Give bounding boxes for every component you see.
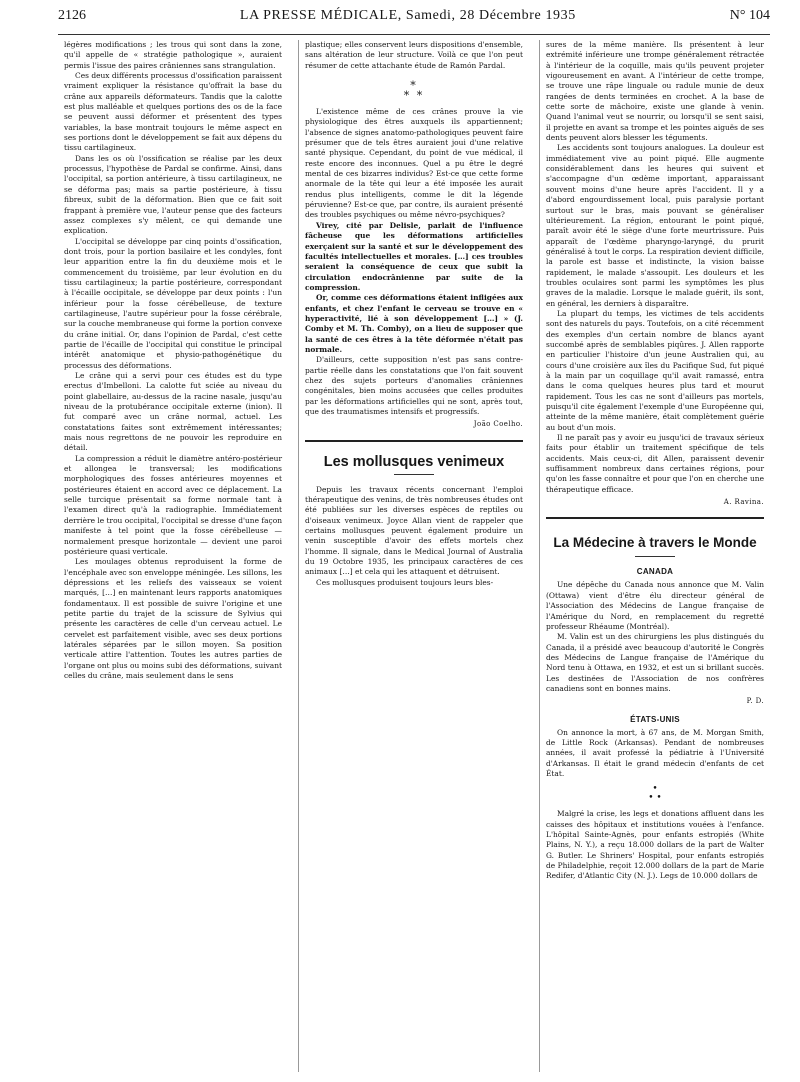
paragraph: Les accidents sont toujours analogues. La douleur est immédiatement vive au point piqué. Elle augmente considérablement dans les heures qui suivent et s'accompagne d'un œdème important, apparaissant souvent moins d'une heure après l'accident. Il y a d'abord engourdissement local, puis paralysie portant surtout sur le bras, mais pouvant se généraliser ultérieurement. La région, entourant le point piqué, paraît avoir été le siège d'une forte meurtrissure. Puis apparaît de l'œdème pharyngo-laryngé, du prurit généralisé à tout le corps. La respiration devient difficile, la parole est basse et indistincte, la vision baisse rapidement, le malade s'assoupit. Les douleurs et les troubles oculaires sont parmi les symptômes les plus graves de la maladie. Lorsque le malade guérit, ils sont, en général, les derniers à disparaître. bbox=[546, 143, 764, 308]
paragraph: Il ne paraît pas y avoir eu jusqu'ici de travaux sérieux faits pour établir un traitement spécifique de tels accidents. Mais ceux-ci, dit Allen, paraissent devenir suffisamment nombreux dans certaines régions, pour qu'on les fasse connaître et pour que l'on en cherche une thérapeutique efficace. bbox=[546, 433, 764, 494]
paragraph: L'existence même de ces crânes prouve la vie physiologique des êtres auxquels ils appartiennent; l'absence de signes anatomo-pathologiques peuvent faire présumer que de tels êtres auraient joui d'une relative santé physique. Cependant, du point de vue médical, il reste encore des inconnues. Quel a pu être le degré mental de ces bizarres individus? Est-ce que cette forme anormale de la tête qui leur a été imposée les aurait rendus plus intelligents, comme le dit la légende péruvienne? Est-ce que, par contre, ils auraient présenté des troubles psychiques ou même névro-psychiques? bbox=[305, 107, 523, 220]
paragraph: D'ailleurs, cette supposition n'est pas sans contre-partie réelle dans les constatations que l'on fait souvent chez des sujets porteurs d'anomalies crâniennes congénitales, bien moins accusées que celles produites par les déformations artificielles qui ne sont, après tout, que des traumatismes intensifs et progressifs. bbox=[305, 355, 523, 416]
subsection-canada: CANADA bbox=[636, 567, 674, 577]
column-3 bbox=[539, 40, 770, 1072]
title-rule bbox=[394, 474, 434, 475]
author-signature: P. D. bbox=[746, 697, 764, 706]
section-title: La Médecine à travers le Monde bbox=[553, 535, 757, 551]
paragraph: On annonce la mort, à 67 ans, de M. Morgan Smith, de Little Rock (Arkansas). Pendant de nombreuses années, il avait professé la pédiatrie à l'Université d'Arkansas. Il était le grand médecin d'enfants de cet État. bbox=[546, 727, 764, 778]
column-1 bbox=[58, 40, 288, 1072]
separator-dots: • • • bbox=[648, 784, 662, 804]
section-medecine-monde bbox=[546, 517, 764, 881]
subsection-etats-unis: ÉTATS-UNIS bbox=[630, 714, 680, 724]
article-mollusques bbox=[305, 440, 523, 588]
author-signature: A. Ravina. bbox=[723, 498, 764, 507]
title-rule bbox=[635, 556, 675, 557]
paragraph: sures de la même manière. Ils présentent à leur extrémité inférieure une trompe généralement rétractée à l'intérieur de la coquille, mais qu'ils peuvent projeter vigoureusement en avant. A l'intérieur de cette trompe, se trouve une râpe linguale ou radule munie de deux rangées de dents terminées en crochet. A la base de cette sorte de mâchoire, existe une glande à venin. Quand l'animal veut se nourrir, ou lorsqu'il se sent saisi, il projette en avant sa trompe et les pointes aiguës de ses dents peuvent alors blesser les téguments. bbox=[546, 40, 764, 143]
paragraph: M. Valin est un des chirurgiens les plus distingués du Canada, il a présidé avec beaucoup d'autorité le Congrès des Médecins de Langue française de l'Amérique du Nord tenu à Ottawa, en 1932, et est un si brillant succès. Les destinées de l'Association de nos confrères canadiens sont en bonnes mains. bbox=[546, 632, 764, 693]
article-title: Les mollusques venimeux bbox=[323, 453, 505, 470]
paragraph: Depuis les travaux récents concernant l'emploi thérapeutique des venins, de très nombreuses études ont été publiées sur les diverses espèces de reptiles ou d'oiseaux venimeux. Joyce Allan vient de rappeler que certains mollusques peuvent également produire un venin susceptible d'avoir des effets mortels chez l'homme. Il signale, dans le Medical Journal of Australia du 19 Octobre 1935, les principaux caractères de ces animaux […] et cela qui les attaquent et détruisent. bbox=[305, 484, 523, 577]
section-separator-stars: * * * bbox=[403, 79, 425, 103]
journal-title: LA PRESSE MÉDICALE, Samedi, 28 Décembre 1935 bbox=[239, 8, 576, 23]
author-signature: João Coelho. bbox=[473, 420, 523, 429]
paragraph: Or, comme ces déformations étaient infligées aux enfants, et chez l'enfant le cerveau se trouve en « hyperactivité, lié à son développement […] » (J. Comby et M. Th. Comby), on a lieu de supposer que la santé de ces êtres à la tête déformée n'était pas normale. bbox=[305, 293, 523, 354]
column-2 bbox=[298, 40, 529, 1072]
paragraph: L'occipital se développe par cinq points d'ossification, dont trois, pour la portion basilaire et les condyles, font leur apparition entre la fin du deuxième mois et le commencement du troisième, par leur évolution en du tissu cartilagineux; la partie postérieure, correspondant à l'écaille occipitale, se développe par deux points : l'un inférieur pour la fosse cérébelleuse, de texture cartilagineuse, l'autre supérieur pour la fosse cérébrale, sur la couche membraneuse qui forme la portion convexe du crâne initial. Or, dans l'opinion de Pardal, c'est cette partie de l'écaille de l'occipital qui constitue le principal intérêt anatomique et physio-pathogénétique du processus des déformations. bbox=[64, 236, 282, 370]
paragraph: La plupart du temps, les victimes de tels accidents sont des naturels du pays. Toutefois, on a cité récemment des exemples d'un certain nombre de blancs ayant succombé après de semblables piqûres. J. Allen rapporte en particulier l'histoire d'un jeune Australien qui, au cours d'une croisière aux îles du Pacifique Sud, fut piqué à la main par un coquillage qu'il avait ramassé, entra dans le coma quelques heures plus tard et mourut rapidement. Tous les cas ne sont d'ailleurs pas mortels, puisqu'il cite également l'exemple d'une Européenne qui, atteinte de la même manière, était complètement guérie au bout d'un mois. bbox=[546, 308, 764, 432]
paragraph: Ces deux différents processus d'ossification paraissent vraiment expliquer la résistance qu'offrait la base du crâne aux appareils déformateurs. Tandis que la calotte est plus malléable et quelques portions des os de la face se peuvent aussi déformer et présentent des types variables, la base montrait toujours le même aspect en ses portions dont le développement se fait aux dépens du tissu cartilagineux. bbox=[64, 71, 282, 153]
paragraph: Virey, cité par Delisle, parlait de l'influence fâcheuse que les déformations artificielles exerçaient sur la santé et sur le développement des facultés intellectuelles et morales. […] ces troubles seraient la conséquence de ceux que subit la circulation endocrânienne par suite de la compression. bbox=[305, 220, 523, 292]
paragraph: Dans les os où l'ossification se réalise par les deux processus, l'hypothèse de Pardal se confirme. Ainsi, dans l'occipital, sa portion antérieure, à tissu cartilagineux, ne se déforma pas; mais sa partie postérieure, à tissu fibreux, subit de la déformation. Bien que ce fait soit frappant à première vue, l'auteur pense que des facteurs assez complexes s'y mêlent, ce qui demande une explication. bbox=[64, 153, 282, 236]
paragraph: Ces mollusques produisent toujours leurs bles- bbox=[316, 577, 494, 587]
paragraph: Les moulages obtenus reproduisent la forme de l'encéphale avec son enveloppe méningée. Les sillons, les dépressions et les reliefs des vaisseaux se voient marqués, […] en maintenant leurs rapports anatomiques fondamentaux. Il est possible de suivre l'origine et une petite partie du trajet de la scissure de Sylvius qui présente les caractères de celle d'un cerveau actuel. Le cervelet est parfaitement visible, avec ses deux portions latérales séparées par le sillon moyen. Sa position verticale attire l'attention. Toutes les autres parties de l'organe ont plus ou moins subi des déformations, suivant celles du crâne, mais seulement dans le sens bbox=[64, 557, 282, 680]
paragraph: Malgré la crise, les legs et donations affluent dans les caisses des hôpitaux et institutions vouées à l'enfance. L'hôpital Sainte-Agnès, pour enfants estropiés (White Plains, N. Y.), a reçu 18.000 dollars de la part de Walter G. Butler. Le Shriners' Hospital, pour enfants estropiés de Philadelphie, reçoit 12.000 dollars de la part de Marie Redifer, d'Atlantic City (N. J.). Legs de 10.000 dollars de bbox=[546, 809, 764, 881]
issue-number: N° 104 bbox=[729, 8, 770, 23]
paragraph: Une dépêche du Canada nous annonce que M. Valin (Ottawa) vient d'être élu directeur général de l'Association des Médecins de Langue française de l'Amérique du Nord, en remplacement du regretté professeur Rhéaume (Montréal). bbox=[546, 580, 764, 631]
article-columns bbox=[58, 40, 770, 1072]
page-number: 2126 bbox=[58, 8, 86, 23]
paragraph: légères modifications ; les trous qui sont dans la zone, qu'il appelle de « stratégie pathologique », auraient permis l'issue des paires crâniennes sans strangulation. bbox=[64, 40, 282, 70]
paragraph: Le crâne qui a servi pour ces études est du type erectus d'Imbelloni. La calotte fut sciée au niveau du point glabellaire, au-dessus de la racine nasale, jusqu'au niveau de la protubérance occipitale externe (inion). Il fut comparé avec un crâne normal, actuel. Les constatations faites sont extrêmement intéressantes; mais nous regrettons de ne pouvoir les reproduire en détail. bbox=[64, 371, 282, 453]
paragraph: La compression a réduit le diamètre antéro-postérieur et allongea le transversal; les modifications morphologiques des fosses antérieures moyennes et postérieures étaient en accord avec ce déplacement. La selle turcique présentait sa forme normale tant à l'examen direct qu'à la radiographie. Immédiatement derrière le trou occipital, l'occipital se dresse d'une façon manifeste à tel point que la fosse cérébelleuse — normalement presque horizontale — devient une paroi postérieure quasi verticale. bbox=[64, 453, 282, 556]
page-header bbox=[58, 8, 770, 35]
paragraph: plastique; elles conservent leurs dispositions d'ensemble, sans altération de leur structure. Voilà ce que l'on peut résumer de cette attachante étude de Ramón Pardal. bbox=[305, 40, 523, 70]
